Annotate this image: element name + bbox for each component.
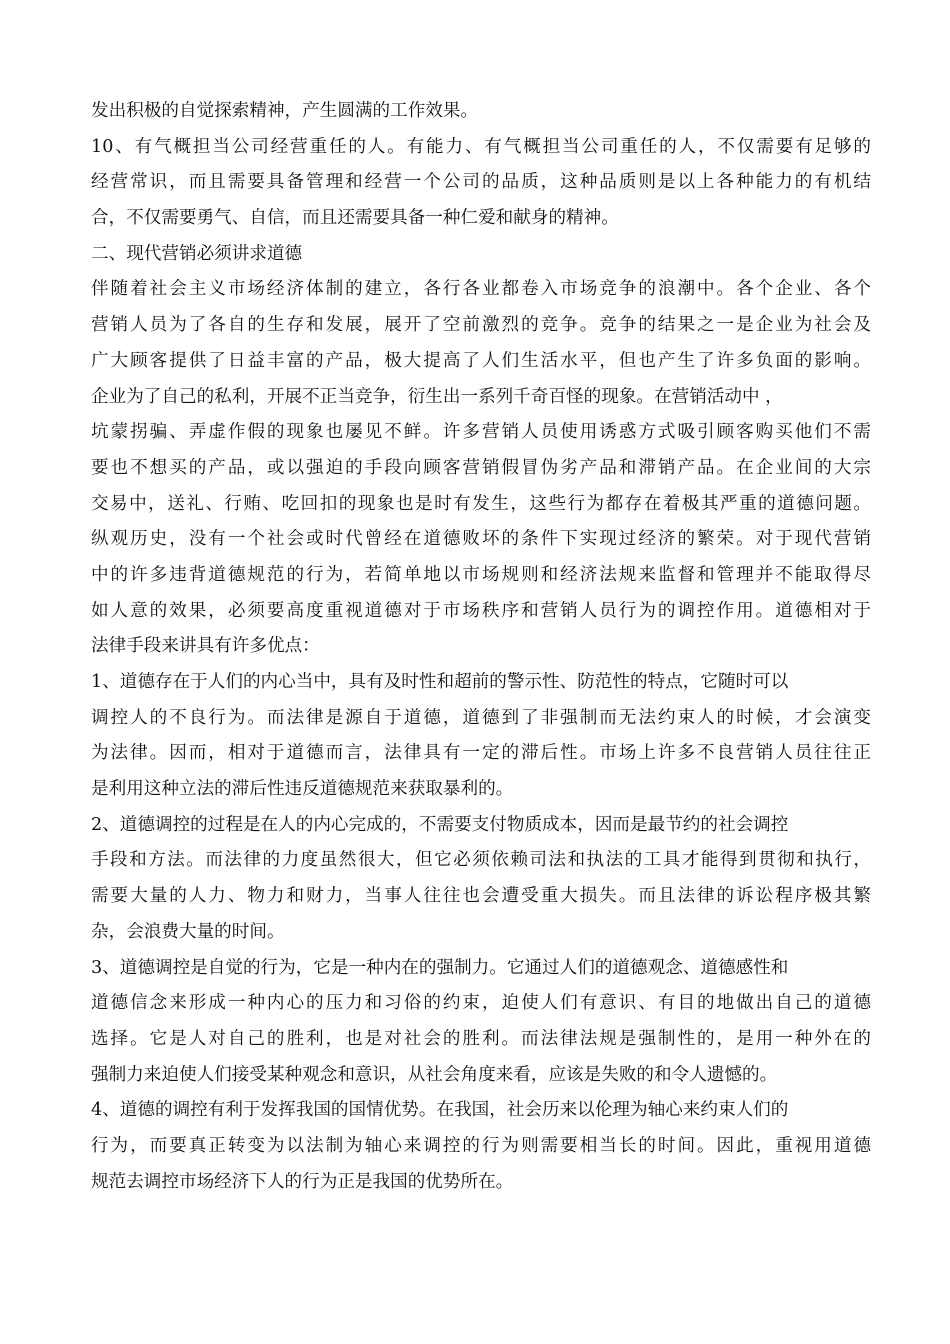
text-line: 是利用这种立法的滞后性违反道德规范来获取暴利的。 xyxy=(91,779,514,800)
text-line: 调控人的不良行为。而法律是源自于道德，道德到了非强制而无法约束人的时候，才会演变 xyxy=(91,707,871,728)
text-line: 手段和方法。而法律的力度虽然很大，但它必须依赖司法和执法的工具才能得到贯彻和执行， xyxy=(91,850,871,871)
text-line: 杂，会浪费大量的时间。 xyxy=(91,921,285,942)
text-line: 营销人员为了各自的生存和发展，展开了空前激烈的竞争。竞争的结果之一是企业为社会及 xyxy=(91,315,871,336)
text-line: 如人意的效果，必须要高度重视道德对于市场秩序和营销人员行为的调控作用。道德相对于 xyxy=(91,600,871,621)
text-line: 合，不仅需要勇气、自信，而且还需要具备一种仁爱和献身的精神。 xyxy=(91,208,619,229)
text-line: 需要大量的人力、物力和财力，当事人往往也会遭受重大损失。而且法律的诉讼程序极其繁 xyxy=(91,886,871,907)
text-line: 强制力来迫使人们接受某种观念和意识，从社会角度来看，应该是失败的和令人遗憾的。 xyxy=(91,1064,778,1085)
text-line: 1、道德存在于人们的内心当中，具有及时性和超前的警示性、防范性的特点，它随时可以 xyxy=(91,672,789,692)
text-line: 要也不想买的产品，或以强迫的手段向顾客营销假冒伪劣产品和滞销产品。在企业间的大宗 xyxy=(91,457,871,478)
text-line: 10、有气概担当公司经营重任的人。有能力、有气概担当公司重任的人，不仅需要有足够的 xyxy=(91,136,871,157)
text-line: 选择。它是人对自己的胜利，也是对社会的胜利。而法律法规是强制性的，是用一种外在的 xyxy=(91,1028,871,1049)
section-heading: 二、现代营销必须讲求道德 xyxy=(91,243,303,264)
text-line: 行为，而要真正转变为以法制为轴心来调控的行为则需要相当长的时间。因此，重视用道德 xyxy=(91,1135,871,1156)
text-line: 法律手段来讲具有许多优点： xyxy=(91,636,320,657)
text-line: 中的许多违背道德规范的行为，若简单地以市场规则和经济法规来监督和管理并不能取得尽 xyxy=(91,564,871,585)
text-line: 企业为了自己的私利，开展不正当竞争，衍生出一系列千奇百怪的现象。在营销活动中 ， xyxy=(91,386,783,407)
document-body xyxy=(91,94,871,1200)
text-line: 2、道德调控的过程是在人的内心完成的，不需要支付物质成本，因而是最节约的社会调控 xyxy=(91,814,789,835)
text-line: 3、道德调控是自觉的行为，它是一种内在的强制力。它通过人们的道德观念、道德感性和 xyxy=(91,957,789,978)
text-line: 4、道德的调控有利于发挥我国的国情优势。在我国，社会历来以伦理为轴心来约束人们的 xyxy=(91,1100,789,1121)
text-line: 规范去调控市场经济下人的行为正是我国的优势所在。 xyxy=(91,1171,514,1192)
text-line: 伴随着社会主义市场经济体制的建立，各行各业都卷入市场竞争的浪潮中。各个企业、各个 xyxy=(91,279,871,300)
text-line: 坑蒙拐骗、弄虚作假的现象也屡见不鲜。许多营销人员使用诱惑方式吸引顾客购买他们不需 xyxy=(91,422,871,443)
text-line: 为法律。因而，相对于道德而言，法律具有一定的滞后性。市场上许多不良营销人员往往正 xyxy=(91,743,871,764)
text-line: 发出积极的自觉探索精神，产生圆满的工作效果。 xyxy=(91,101,479,121)
text-line: 交易中，送礼、行贿、吃回扣的现象也是时有发生，这些行为都存在着极其严重的道德问题。 xyxy=(91,493,871,514)
text-line: 道德信念来形成一种内心的压力和习俗的约束，迫使人们有意识、有目的地做出自己的道德 xyxy=(91,993,871,1014)
text-line: 广大顾客提供了日益丰富的产品，极大提高了人们生活水平，但也产生了许多负面的影响。 xyxy=(91,350,871,371)
text-line: 经营常识，而且需要具备管理和经营一个公司的品质，这种品质则是以上各种能力的有机结 xyxy=(91,172,871,193)
text-line: 纵观历史，没有一个社会或时代曾经在道德败坏的条件下实现过经济的繁荣。对于现代营销 xyxy=(91,529,871,550)
